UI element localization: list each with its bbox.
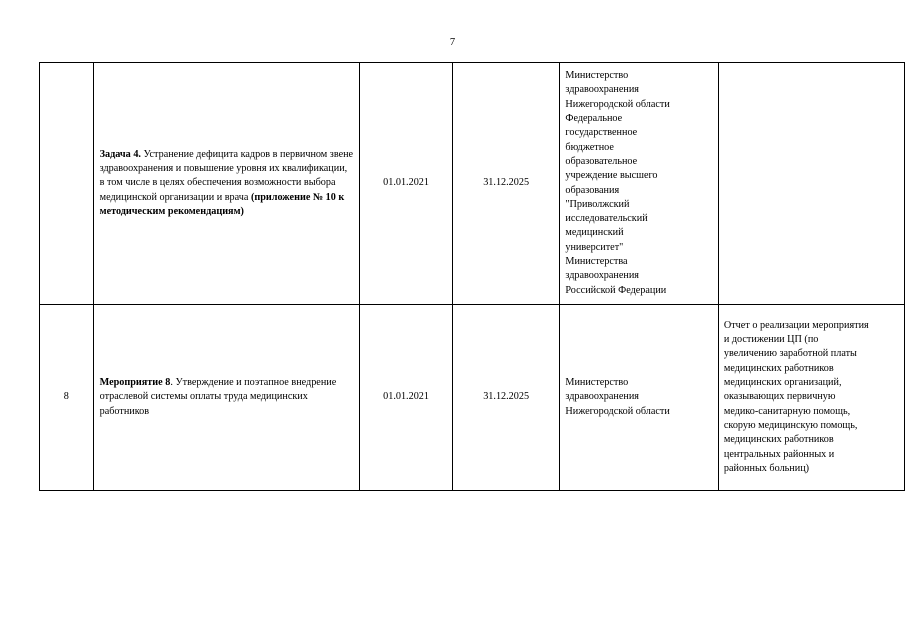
plan-table [39,62,905,491]
table-row [40,305,905,491]
result-cell [718,63,904,305]
end-date-cell: 31.12.2025 [452,63,560,305]
page-number: 7 [449,37,456,48]
task-cell [93,63,360,305]
row-number-cell: 8 [40,305,94,491]
start-date-cell: 01.01.2021 [360,63,453,305]
responsible-cell: Министерство здравоохранения Нижегородской области [560,305,718,491]
task-appendix-ref: (приложение № 10 к методическим рекомендациям) [99,191,345,217]
result-cell: Отчет о реализации мероприятия и достижении ЦП (по увеличению заработной платы медицинских работников медицинских организаций, оказывающих первичную медико-санитарную помощь, скорую медицинскую помощь, медицинских работников центральных районных и районных больниц) [718,305,904,491]
task-description: . Утверждение и поэтапное внедрение отраслевой системы оплаты труда медицинских работников [99,377,337,417]
table-row [40,63,905,305]
responsible-cell: Министерство здравоохранения Нижегородской области Федеральное государственное бюджетное образовательное учреждение высшего образования "Приволжский исследовательский медицинский университет" Министерства здравоохранения Российской Федерации [560,63,718,305]
row-number-cell [40,63,94,305]
task-title: Мероприятие 8 [99,377,171,389]
task-title: Задача 4. [99,148,141,160]
end-date-cell: 31.12.2025 [452,305,560,491]
start-date-cell: 01.01.2021 [360,305,453,491]
task-description: Устранение дефицита кадров в первичном звене здравоохранения и повышение уровня их квалификации, в том числе в целях обеспечения возможности выбора медицинской организации и врача [99,148,354,203]
task-cell [93,305,360,491]
